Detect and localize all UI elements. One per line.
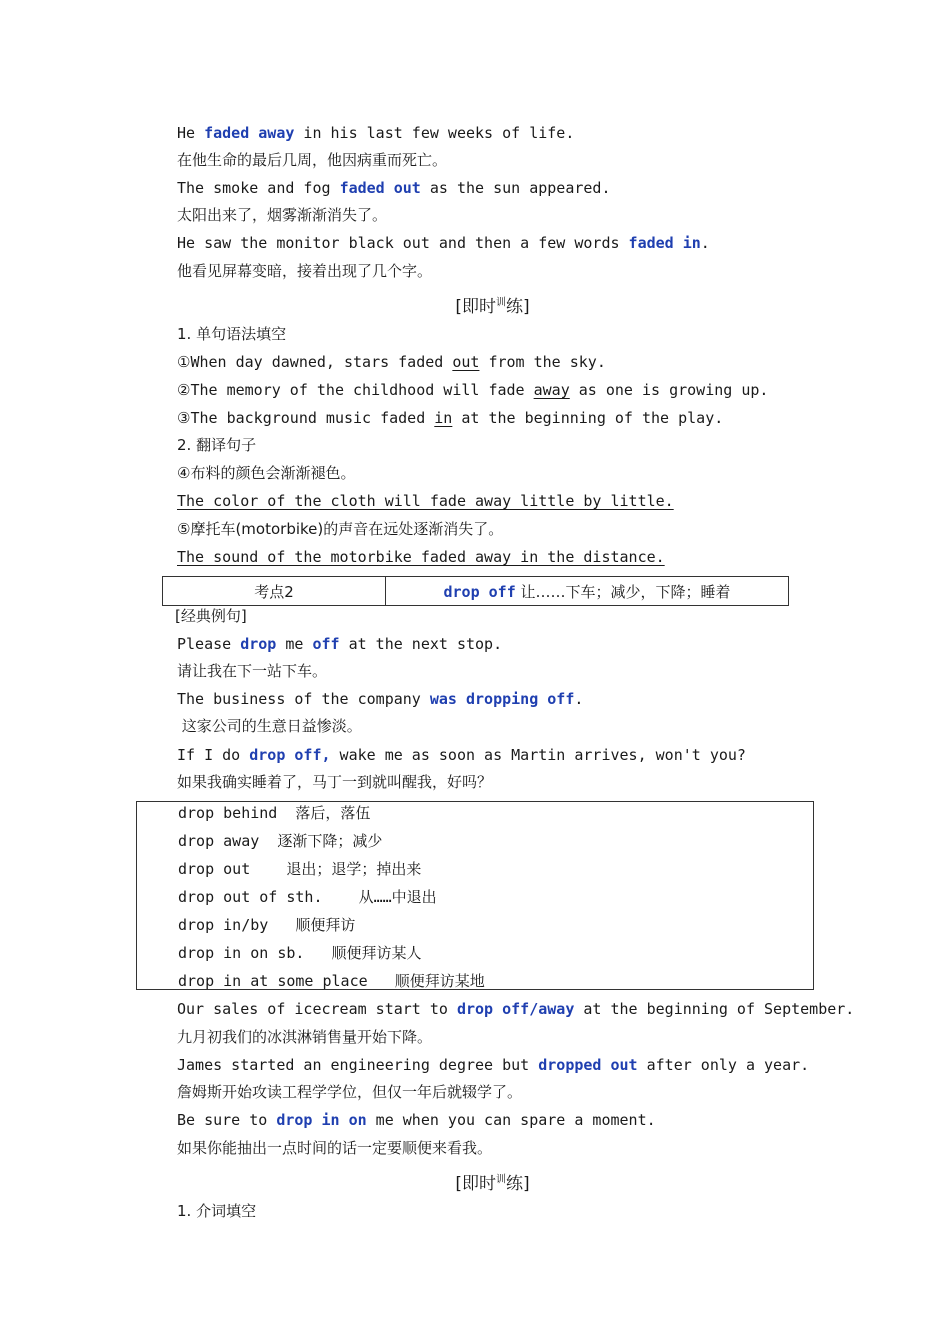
translation-line: 太阳出来了，烟雾渐渐消失了。 bbox=[177, 206, 388, 224]
box-item: drop in on sb. 顺便拜访某人 bbox=[178, 944, 422, 962]
exercise-item: ⑤摩托车(motorbike)的声音在远处逐渐消失了。 bbox=[177, 520, 504, 538]
translation-line: 詹姆斯开始攻读工程学学位，但仅一年后就辍学了。 bbox=[177, 1083, 523, 1101]
example-line: The smoke and fog faded out as the sun appeared. bbox=[177, 179, 611, 197]
section-title: 1. 单句语法填空 bbox=[177, 325, 287, 343]
example-line: If I do drop off, wake me as soon as Martin arrives, won't you? bbox=[177, 746, 746, 764]
translation-line: 如果你能抽出一点时间的话一定要顺便来看我。 bbox=[177, 1139, 493, 1157]
example-line: He faded away in his last few weeks of life. bbox=[177, 124, 575, 142]
example-line: He saw the monitor black out and then a few words faded in. bbox=[177, 234, 710, 252]
translation-line: 九月初我们的冰淇淋销售量开始下降。 bbox=[177, 1028, 433, 1046]
box-item: drop in/by 顺便拜访 bbox=[178, 916, 356, 934]
exercise-item: ②The memory of the childhood will fade away as one is growing up. bbox=[177, 381, 769, 399]
exercise-item: ①When day dawned, stars faded out from the sky. bbox=[177, 353, 606, 371]
section-title: 1. 介词填空 bbox=[177, 1202, 257, 1220]
example-line: Be sure to drop in on me when you can spare a moment. bbox=[177, 1111, 656, 1129]
translation-line: 如果我确实睡着了，马丁一到就叫醒我，好吗？ bbox=[177, 773, 493, 791]
practice-heading: [即时$^训$练] bbox=[455, 297, 530, 317]
kaodian-table bbox=[162, 576, 789, 606]
box-item: drop behind 落后，落伍 bbox=[178, 804, 371, 822]
box-item: drop out 退出；退学；掉出来 bbox=[178, 860, 422, 878]
example-line: James started an engineering degree but dropped out after only a year. bbox=[177, 1056, 810, 1074]
phrase-box bbox=[136, 801, 814, 990]
translation-line: 这家公司的生意日益惨淡。 bbox=[177, 717, 362, 735]
kaodian-phrase: drop off 让……下车；减少，下降；睡着 bbox=[386, 577, 789, 606]
exercise-item: ④布料的颜色会渐渐褪色。 bbox=[177, 464, 356, 482]
example-line: Please drop me off at the next stop. bbox=[177, 635, 503, 653]
example-line: The business of the company was dropping off. bbox=[177, 690, 584, 708]
example-line: Our sales of icecream start to drop off/away at the beginning of September. bbox=[177, 1000, 855, 1018]
examples-heading: [经典例句] bbox=[175, 607, 247, 625]
exercise-item: ③The background music faded in at the beginning of the play. bbox=[177, 409, 724, 427]
translation-line: 在他生命的最后几周，他因病重而死亡。 bbox=[177, 151, 448, 169]
translation-line: 请让我在下一站下车。 bbox=[177, 662, 328, 680]
translation-line: 他看见屏幕变暗，接着出现了几个字。 bbox=[177, 262, 433, 280]
box-item: drop in at some place 顺便拜访某地 bbox=[178, 972, 485, 990]
answer-line: The color of the cloth will fade away little by little. bbox=[177, 492, 674, 510]
box-item: drop away 逐渐下降；减少 bbox=[178, 832, 383, 850]
practice-heading: [即时$^训$练] bbox=[455, 1174, 530, 1194]
section-title: 2. 翻译句子 bbox=[177, 436, 257, 454]
kaodian-label: 考点2 bbox=[163, 577, 386, 606]
answer-line: The sound of the motorbike faded away in the distance. bbox=[177, 548, 665, 566]
box-item: drop out of sth. 从……中退出 bbox=[178, 888, 437, 906]
